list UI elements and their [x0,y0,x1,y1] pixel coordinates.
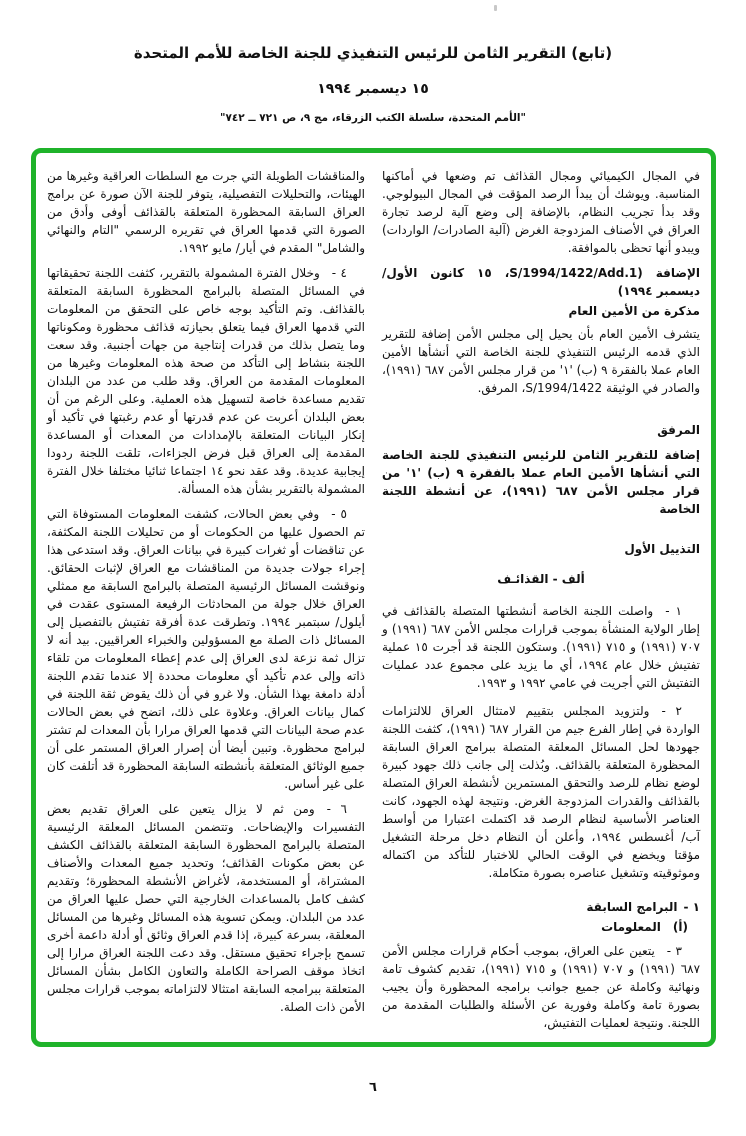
annex-heading: المرفق [657,423,700,437]
document-header [0,44,746,124]
paragraph-continuation-missiles-intro: في المجال الكيميائي ومجال القذائف تم وضعها في أماكنها المناسبة. ويوشك أن يبدأ الرصد المؤقت في المجال البيولوجي. وقد بدأ تجريب النظام، بالإضافة إلى وضع آلية لرصد تجارة العراق في الأصناف المزدوجة الغرض (آلية الصادرات/ الواردات) ويبدو أنها تحظى بالموافقة. [382,169,700,255]
addendum-heading: الإضافة (S/1994/1422/Add.1، ١٥ كانون الأول/ ديسمبر ١٩٩٤) [382,266,700,298]
column-right [382,167,700,1034]
paragraph-3: ٣ - يتعين على العراق، بموجب أحكام قرارات مجلس الأمن ٦٨٧ (١٩٩١) و ٧٠٧ (١٩٩١) و ٧١٥ (١٩٩١)، تقديم كشوف تامة ونهائية وكاملة عن جميع جوانب برامجه المحظورة وأن يجيب بصورة تامة وكاملة وفورية عن الأسئلة والطلبات المقدمة من اللجنة. ونتيجة لعمليات التفتيش، [382,944,701,1030]
paragraph-3-continuation: والمناقشات الطويلة التي جرت مع السلطات العراقية وغيرها من الهيئات، والتحليلات التفصيلية، يتوفر للجنة الآن صورة عن برامج العراق السابقة المحظورة المتعلقة بالقذائف أوفى وأدق من الصورة التي قدمها العراق في تقريره الرسمي "التام والنهائي والشامل" المقدم في أيار/ مايو ١٩٩٢. [47,169,365,255]
source-citation: "الأمم المتحدة، سلسلة الكتب الزرقاء، مج ٩، ص ٧٢١ ــ ٧٤٢" [220,111,526,124]
subsection-information-heading: (أ) المعلومات [601,920,688,934]
secretary-general-memo-text: يتشرف الأمين العام بأن يحيل إلى مجلس الأمن إضافة للتقرير الذي قدمه الرئيس التنفيذي للجنة الخاصة التي أنشأها الأمين العام عملا بالفقرة ٩ (ب) '١' من قرار مجلس الأمن ٦٨٧ (١٩٩١)، والصادر في الوثيقة S/1994/1422، المرفق. [382,327,701,395]
page-number: ٦ [369,1080,377,1095]
section-a-missiles-heading: ألف - القذائـف [497,572,585,586]
paragraph-5: ٥ - وفي بعض الحالات، كشفت المعلومات المستوفاة التي تم الحصول عليها من الحكومات أو من تحليلات اللجنة المكثفة، عن تناقضات أو ثغرات كبيرة في بيانات العراق. وقد استدعى هذا إجراء جولات جديدة من المناقشات مع العراق لإثبات الحقائق. ونوقشت المسائل الرئيسية المتصلة بالبرامج السابقة مع ممثلي العراق خلال جولة من المحادثات الرفيعة المستوى عقدت في أيلول/ سبتمبر ١٩٩٤. وتطرقت عدة أفرقة تفتيش بالتفصيل إلى المسائل ذات الصلة مع المسؤولين والخبراء العراقيين. بيد أنه لا تزال ثمة نزعة لدى العراق إلى عدم إعطاء المعلومات من تلقاء ذاته وإلى عدم تأكيد أي معلومات محددة إلا عندما تقدم اللجنة أدلة دامغة بهذا الشأن. ولا غرو في أن ذلك يقوض ثقة اللجنة في كمال بيانات العراق. وعلاوة على ذلك، اتضح في بعض الحالات عدم صحة البيانات التي قدمها العراق مرارا بأن المعدات لم تشتر لبرامج محظورة. وتبين أيضا أن إصرار العراق المستمر على أن جميع الوثائق المتعلقة بأنشطته السابقة المحظورة قد أتلفت كان على غير أساس. [47,507,365,791]
paragraph-2: ٢ - ولتزويد المجلس بتقييم لامتثال العراق للالتزامات الواردة في إطار الفرع جيم من القرار ٦٨٧ (١٩٩١)، كثفت اللجنة جهودها لحل المسائل المعلقة المتصلة ببرامج العراق السابقة المحظورة المتعلقة بالقذائف. وبُذلت إلى جانب ذلك جهود كبيرة لوضع نظام للرصد والتحقق المستمرين لأنشطة العراق المتصلة بالقذائف والقدرات المزدوجة الغرض. ونتيجة لهذه الجهود، كانت العناصر الأساسية لنظام الرصد قد اكتملت اعتبارا من أواسط آب/ أغسطس ١٩٩٤، وأعلن أن النظام دخل مرحلة التشغيل مؤقتا ويخضع في الوقت الحالي للاختبار للتأكد من اكتماله وموثوقيته وتشغيل عناصره بصورة متكاملة. [382,704,701,880]
paragraph-4: ٤ - وخلال الفترة المشمولة بالتقرير، كثفت اللجنة تحقيقاتها في المسائل المتصلة بالبرامج المحظورة السابقة المتعلقة بالقذائف. وتم التأكيد بوجه خاص على التحقق من المعلومات التي قدمها العراق فيما يتعلق بحيازته قذائف محظورة ومكوناتها وما يتصل بذلك من قدرات إنتاجية من جهات أجنبية. وقد سعت اللجنة بنشاط إلى التأكد من صحة هذه المعلومات وغيرها من المعلومات المقدمة من العراق. وقد طلب من عدد من البلدان تقديم مساعدة خاصة لتسهيل هذه العملية. وعلى الرغم من أن بعض البلدان أعربت عن عدم قدرتها أو عدم رغبتها في تأكيد أو إنكار البيانات المتعلقة بالإمدادات من المعدات أو المساعدة المقدمة إلى العراق قبل فرض الجزاءات، تلقت اللجنة ردودا إيجابية عديدة. وقد عقد نحو ١٤ اجتماعا ثنائيا مختلفا خلال الفترة المشمولة بالتقرير بشأن هذه المسألة. [47,266,365,496]
appendix-one-heading: التذييل الأول [624,542,700,556]
scan-artifact [494,5,497,11]
paragraph-6: ٦ - ومن ثم لا يزال يتعين على العراق تقديم بعض التفسيرات والإيضاحات. وتتضمن المسائل المعلقة الرئيسية المتصلة بالبرامج المحظورة السابقة المتعلقة بالقذائف الكشف عن بعض مكونات القذائف؛ وتحديد جميع المعدات والأصناف المشتراة، أو المستخدمة، لأغراض الأنشطة المحظورة؛ وتقديم كشف كامل بالمساعدات الخارجية التي حصل عليها العراق من عدد من البلدان. ويمكن تسوية هذه المسائل وغيرها من المسائل المعلقة، بسرعة كبيرة، إذا قدم العراق وثائق أو أدلة داعمة أخرى تسمح بإجراء تحقيق مستقل. وقد دعت اللجنة العراق مرارا إلى اتخاذ موقف الصراحة الكاملة والتعاون الكامل بشأن المسائل المتعلقة ببرامجه السابقة امتثالا لالتزاماته بموجب قرارات مجلس الأمن ذات الصلة. [47,802,365,1014]
secretary-general-memo-heading: مذكرة من الأمين العام [568,304,700,318]
annex-description: إضافة للتقرير الثامن للرئيس التنفيذي للجنة الخاصة التي أنشأها الأمين العام عملا بالفقرة ٩ (ب) '١' من قرار مجلس الأمن ٦٨٧ (١٩٩١)، عن أنشطة اللجنة الخاصة [382,448,701,516]
report-title: (تابع) التقرير الثامن للرئيس التنفيذي للجنة الخاصة للأمم المتحدة [133,44,613,62]
report-body-frame [31,148,716,1047]
subsection-past-programmes-heading: ١ - البرامج السابقة [586,900,700,914]
column-left [47,167,365,1034]
report-date: ١٥ ديسمبر ١٩٩٤ [317,80,429,97]
paragraph-1: ١ - واصلت اللجنة الخاصة أنشطتها المتصلة بالقذائف في إطار الولاية المنشأة بموجب قرارات مجلس الأمن ٦٨٧ (١٩٩١) و ٧٠٧ (١٩٩١) و ٧١٥ (١٩٩١). وستكون اللجنة قد أجرت ١٥ عملية تفتيش خلال عام ١٩٩٤، أي ما يزيد على مجموع عدد عمليات التفتيش التي أجريت في عامي ١٩٩٢ و ١٩٩٣. [382,604,701,690]
